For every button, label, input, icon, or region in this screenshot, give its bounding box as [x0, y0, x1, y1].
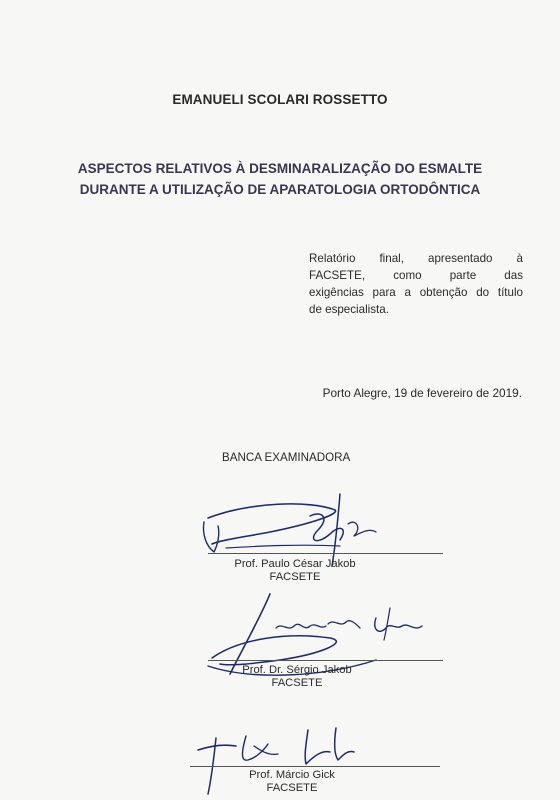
- note-line-1: Relatório final, apresentado à: [309, 252, 523, 265]
- examining-board-title: BANCA EXAMINADORA: [222, 451, 351, 464]
- board-member-2-name: Prof. Dr. Sérgio Jakob: [242, 664, 352, 676]
- board-member-1: [210, 558, 380, 584]
- title-line-2: DURANTE A UTILIZAÇÃO DE APARATOLOGIA ORTODÔNTICA: [79, 182, 481, 197]
- document-title: [0, 158, 560, 200]
- board-member-2: [222, 664, 372, 690]
- place-date: Porto Alegre, 19 de fevereiro de 2019.: [322, 386, 522, 400]
- signature-line-2: [208, 660, 443, 661]
- board-member-1-institution: FACSETE: [269, 571, 321, 583]
- board-member-3-institution: FACSETE: [266, 782, 318, 794]
- submission-note: [309, 250, 523, 318]
- note-line-3: exigências para a obtenção do título: [309, 286, 523, 299]
- author-name: EMANUELI SCOLARI ROSSETTO: [172, 92, 388, 107]
- note-line-4: de especialista.: [309, 303, 389, 316]
- title-line-1: ASPECTOS RELATIVOS À DESMINARALIZAÇÃO DO ESMALTE: [77, 161, 483, 176]
- board-member-1-name: Prof. Paulo César Jakob: [234, 558, 356, 570]
- note-line-2: FACSETE, como parte das: [309, 269, 523, 282]
- board-member-2-institution: FACSETE: [271, 677, 323, 689]
- board-member-3: [232, 769, 352, 795]
- board-member-3-name: Prof. Márcio Gick: [249, 769, 335, 781]
- signature-line-1: [208, 553, 443, 554]
- signature-line-3: [190, 766, 440, 767]
